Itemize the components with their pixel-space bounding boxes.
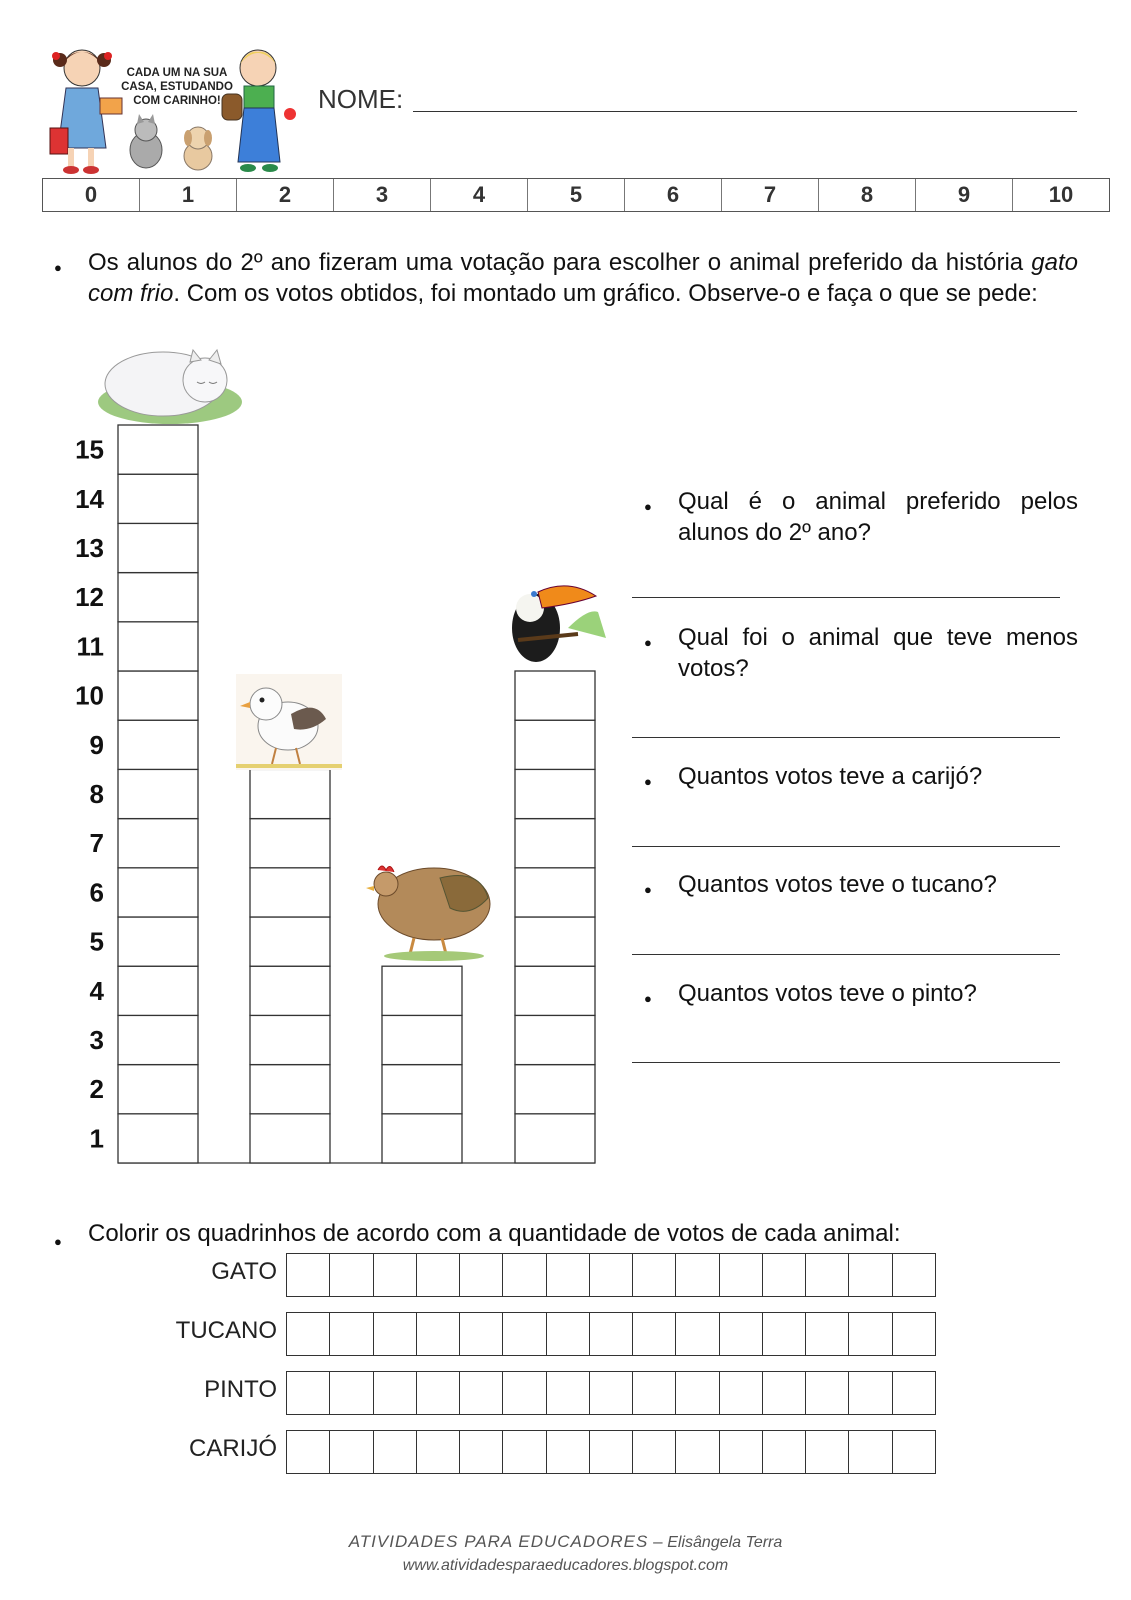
score-cell[interactable]: 4	[431, 179, 528, 211]
bullet-icon: ●	[644, 882, 652, 897]
story-title: gato com frio	[88, 249, 1078, 307]
bar-cell[interactable]	[118, 868, 198, 917]
coloring-square[interactable]	[503, 1254, 546, 1296]
score-cell[interactable]: 3	[334, 179, 431, 211]
coloring-square[interactable]	[417, 1431, 460, 1473]
y-tick-label: 4	[89, 975, 104, 1006]
y-tick-label: 8	[89, 779, 104, 809]
bar-cell[interactable]	[515, 868, 595, 917]
coloring-square[interactable]	[633, 1372, 676, 1414]
bar-pinto	[250, 769, 330, 1163]
toucan-picture	[512, 586, 606, 662]
bullet-icon: ●	[54, 260, 62, 275]
score-cell[interactable]: 10	[1048, 182, 1074, 207]
coloring-square[interactable]	[460, 1431, 503, 1473]
coloring-square[interactable]	[633, 1313, 676, 1355]
question-text: Qual é o animal preferido pelos alunos do 2º ano?	[678, 488, 1078, 546]
coloring-square[interactable]	[893, 1431, 935, 1473]
question-text: Quantos votos teve o tucano?	[678, 871, 997, 898]
answer-line[interactable]	[632, 1062, 1060, 1063]
name-input-line[interactable]	[413, 111, 1077, 112]
row-label-carijo: CARIJÓ	[188, 1435, 277, 1462]
y-tick-label: 1	[89, 1123, 104, 1154]
dog-illustration	[184, 127, 212, 170]
bar-cell[interactable]	[118, 769, 198, 818]
bar-cell[interactable]	[118, 474, 198, 523]
coloring-square[interactable]	[547, 1313, 590, 1355]
coloring-square[interactable]	[590, 1431, 633, 1473]
answer-line[interactable]	[632, 846, 1060, 847]
coloring-square[interactable]	[374, 1254, 417, 1296]
coloring-square[interactable]	[893, 1313, 935, 1355]
coloring-square[interactable]	[763, 1431, 806, 1473]
bar-carijó	[382, 966, 462, 1163]
coloring-square[interactable]	[763, 1313, 806, 1355]
coloring-square[interactable]	[330, 1372, 373, 1414]
bullet-icon: ●	[644, 991, 652, 1006]
bar-cell[interactable]	[250, 1015, 330, 1064]
coloring-square[interactable]	[849, 1313, 892, 1355]
bar-cell[interactable]	[250, 769, 330, 818]
y-tick-label: 9	[89, 729, 104, 760]
y-tick-label: 2	[89, 1074, 104, 1105]
y-tick-label: 3	[89, 1025, 104, 1055]
bar-cell[interactable]	[515, 966, 595, 1015]
coloring-square[interactable]	[460, 1254, 503, 1296]
bar-cell[interactable]	[515, 1065, 595, 1114]
coloring-square[interactable]	[374, 1431, 417, 1473]
intro-paragraph	[88, 247, 1078, 309]
question-text: Quantos votos teve a carijó?	[678, 763, 983, 790]
coloring-square[interactable]	[417, 1372, 460, 1414]
bar-cell[interactable]	[118, 622, 198, 671]
coloring-square[interactable]	[287, 1431, 330, 1473]
coloring-square[interactable]	[763, 1254, 806, 1296]
score-cell[interactable]: 6	[625, 179, 722, 211]
cat-illustration	[130, 114, 162, 168]
bar-cell[interactable]	[515, 917, 595, 966]
coloring-square[interactable]	[849, 1431, 892, 1473]
coloring-square[interactable]	[547, 1431, 590, 1473]
bar-cell[interactable]	[118, 917, 198, 966]
y-tick-label: 7	[89, 828, 104, 859]
intro-text: . Com os votos obtidos, foi montado um gráfico. Observe-o e faça o que se pede:	[173, 280, 1038, 307]
cat-picture	[98, 350, 242, 424]
bullet-icon: ●	[54, 1234, 62, 1249]
score-cell[interactable]: 9	[916, 179, 1013, 211]
bullet-icon: ●	[644, 635, 652, 650]
coloring-square[interactable]	[287, 1254, 330, 1296]
coloring-square[interactable]	[590, 1313, 633, 1355]
coloring-instruction: Colorir os quadrinhos de acordo com a quantidade de votos de cada animal:	[88, 1220, 901, 1247]
bar-cell[interactable]	[250, 819, 330, 868]
bar-cell[interactable]	[250, 868, 330, 917]
coloring-square[interactable]	[547, 1372, 590, 1414]
coloring-square[interactable]	[676, 1431, 719, 1473]
y-tick-label: 15	[75, 434, 104, 465]
coloring-square[interactable]	[590, 1254, 633, 1296]
coloring-square[interactable]	[720, 1254, 763, 1296]
coloring-square[interactable]	[893, 1372, 935, 1414]
row-label-tucano: TUCANO	[175, 1317, 277, 1344]
score-scale	[42, 178, 1110, 212]
bar-cell[interactable]	[118, 1114, 198, 1163]
bar-cell[interactable]	[250, 1065, 330, 1114]
footer-author: Elisângela Terra	[667, 1534, 783, 1551]
coloring-square[interactable]	[806, 1254, 849, 1296]
bar-cell[interactable]	[382, 966, 462, 1015]
coloring-square[interactable]	[503, 1372, 546, 1414]
coloring-row-pinto	[286, 1371, 936, 1415]
coloring-square[interactable]	[374, 1313, 417, 1355]
y-tick-label: 12	[75, 582, 104, 613]
name-label: NOME:	[318, 84, 404, 114]
votes-bar-chart	[60, 340, 620, 1200]
coloring-square[interactable]	[330, 1431, 373, 1473]
coloring-square[interactable]	[417, 1313, 460, 1355]
answer-line[interactable]	[632, 737, 1060, 738]
question-text: Quantos votos teve o pinto?	[678, 980, 977, 1007]
coloring-square[interactable]	[547, 1254, 590, 1296]
bar-cell[interactable]	[118, 523, 198, 572]
bar-cell[interactable]	[118, 720, 198, 769]
coloring-square[interactable]	[806, 1313, 849, 1355]
coloring-square[interactable]	[460, 1313, 503, 1355]
bar-cell[interactable]	[250, 917, 330, 966]
coloring-square[interactable]	[374, 1372, 417, 1414]
bar-cell[interactable]	[118, 425, 198, 474]
footer-url[interactable]: www.atividadesparaeducadores.blogspot.com	[402, 1557, 729, 1574]
bar-cell[interactable]	[118, 573, 198, 622]
score-cell[interactable]: 1	[140, 179, 237, 211]
coloring-square[interactable]	[503, 1431, 546, 1473]
footer-separator: –	[648, 1532, 668, 1551]
footer-brand: ATIVIDADES PARA EDUCADORES	[348, 1532, 649, 1551]
logo-caption-line: CADA UM NA SUA	[126, 67, 228, 79]
coloring-square[interactable]	[806, 1372, 849, 1414]
coloring-square[interactable]	[720, 1313, 763, 1355]
coloring-square[interactable]	[676, 1372, 719, 1414]
header-logo-illustration	[44, 38, 304, 178]
y-tick-label: 11	[76, 631, 104, 662]
coloring-square[interactable]	[330, 1313, 373, 1355]
score-cell[interactable]: 7	[722, 179, 819, 211]
score-cell[interactable]: 2	[237, 179, 334, 211]
coloring-square[interactable]	[849, 1254, 892, 1296]
coloring-square[interactable]	[633, 1254, 676, 1296]
y-tick-label: 6	[89, 877, 104, 908]
logo-caption	[112, 66, 242, 108]
bar-cell[interactable]	[382, 1114, 462, 1163]
logo-caption-line: CASA, ESTUDANDO	[121, 81, 233, 93]
intro-text: Os alunos do 2º ano fizeram uma votação para escolher o animal preferido da história	[88, 249, 1032, 276]
coloring-square[interactable]	[893, 1254, 935, 1296]
row-label-gato: GATO	[211, 1258, 277, 1285]
coloring-square[interactable]	[720, 1372, 763, 1414]
coloring-square[interactable]	[806, 1431, 849, 1473]
coloring-square[interactable]	[287, 1313, 330, 1355]
coloring-square[interactable]	[849, 1372, 892, 1414]
score-cell[interactable]: 5	[528, 179, 625, 211]
bar-cell[interactable]	[118, 819, 198, 868]
coloring-square[interactable]	[590, 1372, 633, 1414]
bar-cell[interactable]	[515, 1114, 595, 1163]
bar-cell[interactable]	[515, 720, 595, 769]
bar-cell[interactable]	[250, 966, 330, 1015]
footer-credit	[0, 1532, 1131, 1552]
logo-caption-line: COM CARINHO!	[133, 95, 221, 107]
coloring-square[interactable]	[330, 1254, 373, 1296]
y-tick-label: 13	[75, 533, 104, 563]
coloring-square[interactable]	[720, 1431, 763, 1473]
bar-cell[interactable]	[118, 966, 198, 1015]
coloring-square[interactable]	[676, 1254, 719, 1296]
coloring-square[interactable]	[763, 1372, 806, 1414]
coloring-row-gato	[286, 1253, 936, 1297]
bar-cell[interactable]	[118, 1065, 198, 1114]
bar-cell[interactable]	[118, 671, 198, 720]
bar-cell[interactable]	[382, 1015, 462, 1064]
y-tick-label: 10	[75, 680, 104, 711]
coloring-square[interactable]	[676, 1313, 719, 1355]
chick-picture	[236, 674, 342, 770]
bar-cell[interactable]	[515, 1015, 595, 1064]
bar-tucano	[515, 671, 595, 1163]
coloring-square[interactable]	[417, 1254, 460, 1296]
y-tick-label: 14	[75, 483, 104, 514]
y-tick-label: 5	[89, 926, 104, 957]
score-cell[interactable]: 8	[819, 179, 916, 211]
coloring-row-carijo	[286, 1430, 936, 1474]
score-cell[interactable]: 0	[43, 179, 140, 211]
coloring-square[interactable]	[287, 1372, 330, 1414]
coloring-square[interactable]	[503, 1313, 546, 1355]
bar-cell[interactable]	[515, 671, 595, 720]
coloring-square[interactable]	[633, 1431, 676, 1473]
coloring-row-tucano	[286, 1312, 936, 1356]
answer-line[interactable]	[632, 597, 1060, 598]
chart-bars	[118, 425, 595, 1163]
bar-cell[interactable]	[515, 769, 595, 818]
bullet-icon: ●	[644, 774, 652, 789]
answer-line[interactable]	[632, 954, 1060, 955]
bar-cell[interactable]	[118, 1015, 198, 1064]
bar-cell[interactable]	[382, 1065, 462, 1114]
bar-gato	[118, 425, 198, 1163]
bar-cell[interactable]	[250, 1114, 330, 1163]
question-text: Qual foi o animal que teve menos votos?	[678, 624, 1078, 682]
row-label-pinto: PINTO	[204, 1376, 277, 1403]
bar-cell[interactable]	[515, 819, 595, 868]
bullet-icon: ●	[644, 499, 652, 514]
coloring-square[interactable]	[460, 1372, 503, 1414]
hen-picture	[366, 866, 490, 961]
